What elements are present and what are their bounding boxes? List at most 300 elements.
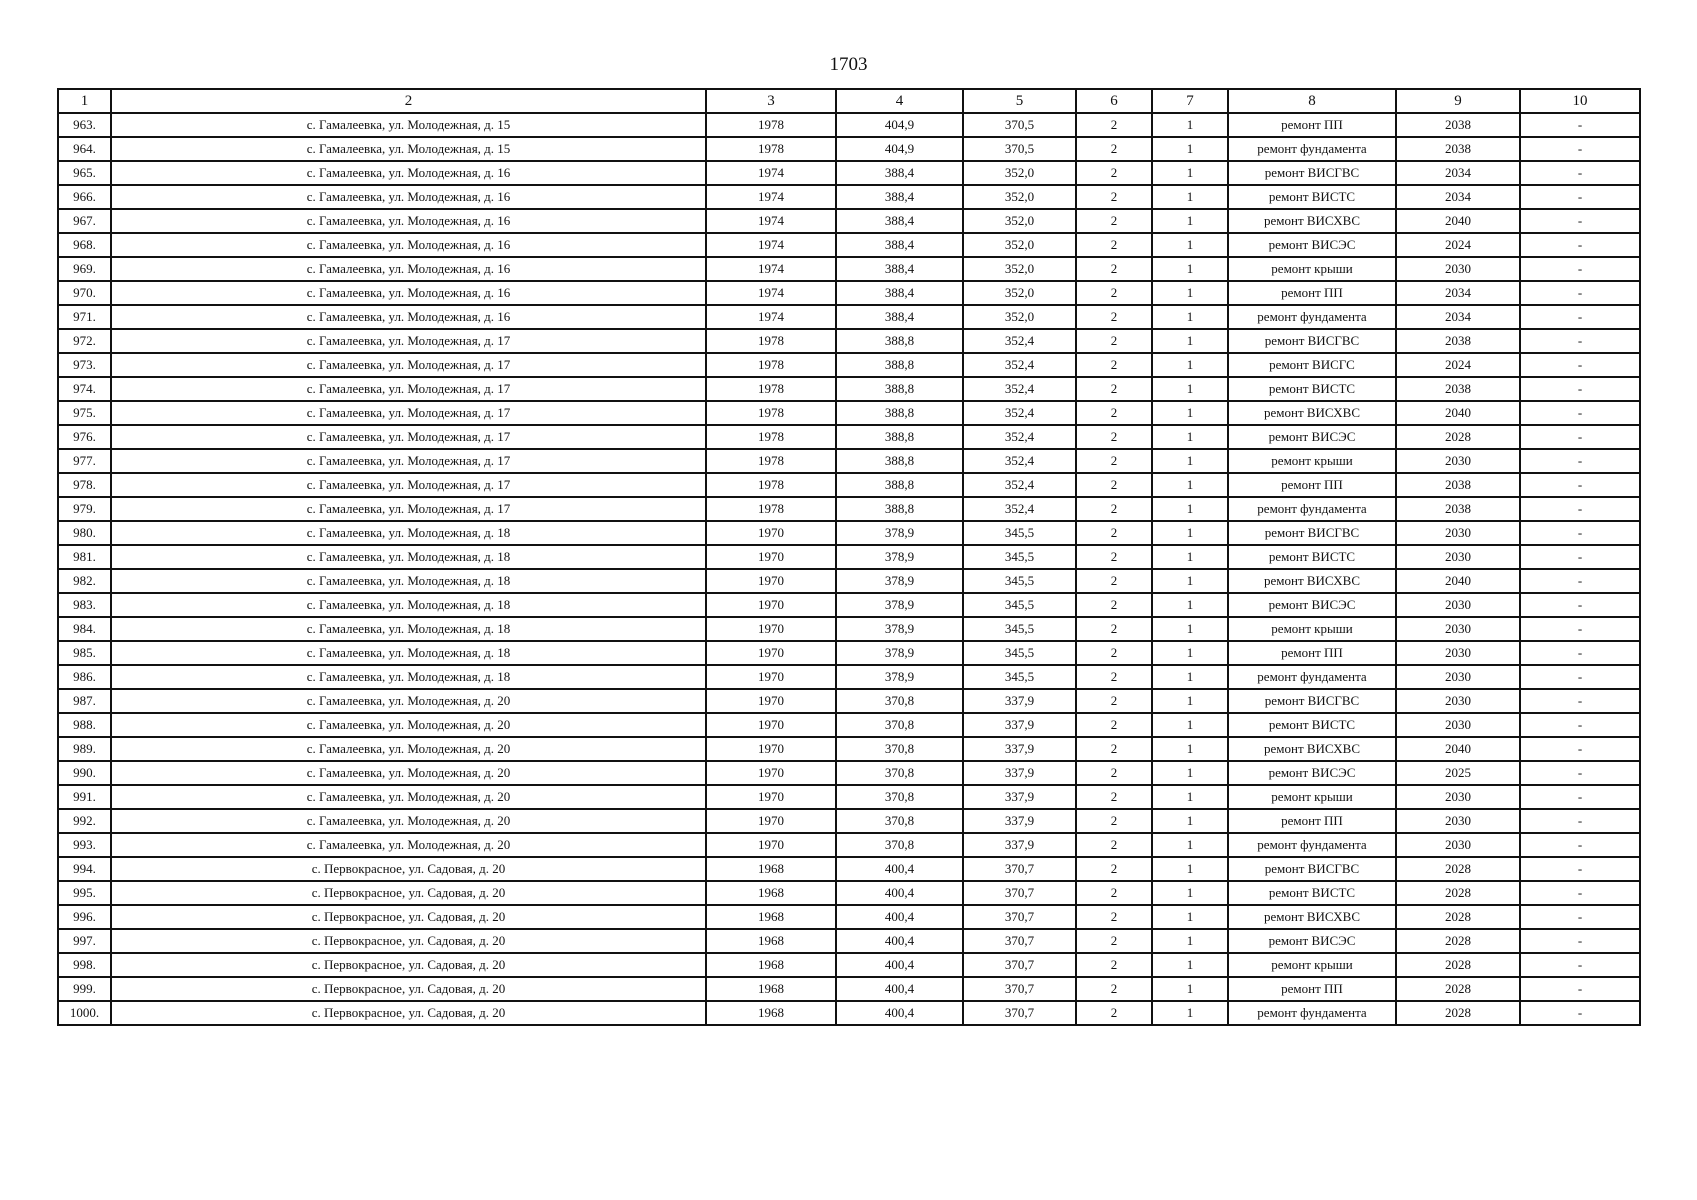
cell-note: - xyxy=(1520,233,1640,257)
cell-work-type: ремонт фундамента xyxy=(1228,833,1396,857)
cell-address: с. Гамалеевка, ул. Молодежная, д. 17 xyxy=(111,329,706,353)
cell-row-number: 984. xyxy=(58,617,111,641)
cell-total-area: 378,9 xyxy=(836,593,963,617)
cell-note: - xyxy=(1520,545,1640,569)
cell-total-area: 388,4 xyxy=(836,257,963,281)
cell-floors: 2 xyxy=(1076,665,1152,689)
cell-floors: 2 xyxy=(1076,857,1152,881)
cell-floors: 2 xyxy=(1076,1001,1152,1025)
cell-note: - xyxy=(1520,353,1640,377)
cell-row-number: 982. xyxy=(58,569,111,593)
cell-row-number: 964. xyxy=(58,137,111,161)
cell-floors: 2 xyxy=(1076,953,1152,977)
cell-total-area: 400,4 xyxy=(836,1001,963,1025)
cell-row-number: 969. xyxy=(58,257,111,281)
cell-total-area: 388,8 xyxy=(836,401,963,425)
cell-row-number: 991. xyxy=(58,785,111,809)
cell-planned-year: 2038 xyxy=(1396,497,1520,521)
cell-address: с. Гамалеевка, ул. Молодежная, д. 18 xyxy=(111,593,706,617)
cell-year-built: 1968 xyxy=(706,857,836,881)
cell-total-area: 388,8 xyxy=(836,377,963,401)
cell-entrances: 1 xyxy=(1152,641,1228,665)
cell-living-area: 337,9 xyxy=(963,809,1076,833)
cell-year-built: 1970 xyxy=(706,545,836,569)
cell-planned-year: 2030 xyxy=(1396,689,1520,713)
cell-entrances: 1 xyxy=(1152,473,1228,497)
cell-year-built: 1970 xyxy=(706,641,836,665)
cell-year-built: 1970 xyxy=(706,833,836,857)
table-row xyxy=(58,1001,1640,1025)
cell-planned-year: 2030 xyxy=(1396,665,1520,689)
cell-row-number: 995. xyxy=(58,881,111,905)
cell-total-area: 370,8 xyxy=(836,761,963,785)
cell-living-area: 345,5 xyxy=(963,665,1076,689)
cell-year-built: 1970 xyxy=(706,665,836,689)
cell-address: с. Гамалеевка, ул. Молодежная, д. 18 xyxy=(111,521,706,545)
cell-row-number: 993. xyxy=(58,833,111,857)
cell-entrances: 1 xyxy=(1152,329,1228,353)
cell-entrances: 1 xyxy=(1152,209,1228,233)
cell-entrances: 1 xyxy=(1152,929,1228,953)
cell-work-type: ремонт ВИСЭС xyxy=(1228,761,1396,785)
cell-floors: 2 xyxy=(1076,329,1152,353)
cell-floors: 2 xyxy=(1076,545,1152,569)
cell-work-type: ремонт ВИСХВС xyxy=(1228,401,1396,425)
cell-planned-year: 2024 xyxy=(1396,233,1520,257)
cell-note: - xyxy=(1520,905,1640,929)
cell-planned-year: 2028 xyxy=(1396,905,1520,929)
cell-row-number: 963. xyxy=(58,113,111,137)
cell-address: с. Гамалеевка, ул. Молодежная, д. 17 xyxy=(111,449,706,473)
cell-work-type: ремонт ВИСТС xyxy=(1228,713,1396,737)
cell-work-type: ремонт ВИСГВС xyxy=(1228,329,1396,353)
cell-living-area: 370,7 xyxy=(963,881,1076,905)
cell-work-type: ремонт ВИСХВС xyxy=(1228,209,1396,233)
cell-floors: 2 xyxy=(1076,761,1152,785)
cell-living-area: 352,4 xyxy=(963,377,1076,401)
cell-floors: 2 xyxy=(1076,185,1152,209)
cell-living-area: 352,4 xyxy=(963,353,1076,377)
cell-note: - xyxy=(1520,641,1640,665)
cell-row-number: 987. xyxy=(58,689,111,713)
table-row xyxy=(58,713,1640,737)
cell-floors: 2 xyxy=(1076,161,1152,185)
cell-row-number: 973. xyxy=(58,353,111,377)
cell-planned-year: 2028 xyxy=(1396,425,1520,449)
cell-note: - xyxy=(1520,1001,1640,1025)
cell-entrances: 1 xyxy=(1152,593,1228,617)
cell-year-built: 1978 xyxy=(706,353,836,377)
cell-address: с. Гамалеевка, ул. Молодежная, д. 17 xyxy=(111,353,706,377)
cell-row-number: 977. xyxy=(58,449,111,473)
cell-address: с. Гамалеевка, ул. Молодежная, д. 16 xyxy=(111,281,706,305)
cell-floors: 2 xyxy=(1076,497,1152,521)
cell-floors: 2 xyxy=(1076,281,1152,305)
cell-total-area: 388,8 xyxy=(836,449,963,473)
cell-note: - xyxy=(1520,209,1640,233)
cell-address: с. Гамалеевка, ул. Молодежная, д. 15 xyxy=(111,113,706,137)
cell-floors: 2 xyxy=(1076,833,1152,857)
cell-work-type: ремонт крыши xyxy=(1228,953,1396,977)
cell-note: - xyxy=(1520,449,1640,473)
cell-total-area: 370,8 xyxy=(836,737,963,761)
cell-year-built: 1978 xyxy=(706,401,836,425)
cell-row-number: 989. xyxy=(58,737,111,761)
table-row xyxy=(58,833,1640,857)
table-row xyxy=(58,353,1640,377)
cell-work-type: ремонт фундамента xyxy=(1228,665,1396,689)
cell-row-number: 988. xyxy=(58,713,111,737)
column-header: 6 xyxy=(1076,89,1152,113)
cell-work-type: ремонт ВИСГВС xyxy=(1228,857,1396,881)
cell-entrances: 1 xyxy=(1152,905,1228,929)
cell-planned-year: 2040 xyxy=(1396,737,1520,761)
cell-work-type: ремонт крыши xyxy=(1228,785,1396,809)
cell-year-built: 1978 xyxy=(706,113,836,137)
cell-living-area: 352,0 xyxy=(963,233,1076,257)
table-row xyxy=(58,425,1640,449)
cell-work-type: ремонт ВИСТС xyxy=(1228,545,1396,569)
cell-address: с. Гамалеевка, ул. Молодежная, д. 16 xyxy=(111,233,706,257)
cell-floors: 2 xyxy=(1076,713,1152,737)
cell-entrances: 1 xyxy=(1152,1001,1228,1025)
cell-total-area: 378,9 xyxy=(836,641,963,665)
cell-entrances: 1 xyxy=(1152,833,1228,857)
cell-total-area: 388,4 xyxy=(836,209,963,233)
table-row xyxy=(58,953,1640,977)
cell-work-type: ремонт ПП xyxy=(1228,977,1396,1001)
cell-living-area: 337,9 xyxy=(963,689,1076,713)
cell-planned-year: 2030 xyxy=(1396,449,1520,473)
cell-year-built: 1970 xyxy=(706,713,836,737)
cell-row-number: 983. xyxy=(58,593,111,617)
table-row xyxy=(58,233,1640,257)
cell-planned-year: 2028 xyxy=(1396,929,1520,953)
table-row xyxy=(58,113,1640,137)
cell-work-type: ремонт крыши xyxy=(1228,617,1396,641)
cell-living-area: 352,0 xyxy=(963,281,1076,305)
cell-row-number: 966. xyxy=(58,185,111,209)
cell-living-area: 352,4 xyxy=(963,497,1076,521)
table-row xyxy=(58,449,1640,473)
table-row xyxy=(58,281,1640,305)
cell-planned-year: 2025 xyxy=(1396,761,1520,785)
cell-floors: 2 xyxy=(1076,425,1152,449)
cell-planned-year: 2030 xyxy=(1396,641,1520,665)
cell-year-built: 1974 xyxy=(706,305,836,329)
table-row xyxy=(58,809,1640,833)
cell-living-area: 370,7 xyxy=(963,857,1076,881)
cell-address: с. Гамалеевка, ул. Молодежная, д. 16 xyxy=(111,185,706,209)
cell-entrances: 1 xyxy=(1152,521,1228,545)
cell-planned-year: 2040 xyxy=(1396,209,1520,233)
cell-floors: 2 xyxy=(1076,977,1152,1001)
cell-year-built: 1968 xyxy=(706,929,836,953)
cell-work-type: ремонт ВИСТС xyxy=(1228,377,1396,401)
table-row xyxy=(58,737,1640,761)
cell-note: - xyxy=(1520,977,1640,1001)
cell-note: - xyxy=(1520,305,1640,329)
table-row xyxy=(58,905,1640,929)
cell-planned-year: 2030 xyxy=(1396,521,1520,545)
cell-total-area: 388,8 xyxy=(836,497,963,521)
cell-planned-year: 2038 xyxy=(1396,137,1520,161)
cell-note: - xyxy=(1520,569,1640,593)
cell-row-number: 1000. xyxy=(58,1001,111,1025)
cell-address: с. Гамалеевка, ул. Молодежная, д. 17 xyxy=(111,473,706,497)
table-row xyxy=(58,593,1640,617)
cell-planned-year: 2030 xyxy=(1396,809,1520,833)
cell-row-number: 968. xyxy=(58,233,111,257)
cell-planned-year: 2034 xyxy=(1396,161,1520,185)
cell-address: с. Гамалеевка, ул. Молодежная, д. 18 xyxy=(111,569,706,593)
cell-row-number: 992. xyxy=(58,809,111,833)
table-row xyxy=(58,305,1640,329)
cell-address: с. Гамалеевка, ул. Молодежная, д. 20 xyxy=(111,713,706,737)
cell-work-type: ремонт крыши xyxy=(1228,449,1396,473)
cell-total-area: 388,4 xyxy=(836,305,963,329)
cell-planned-year: 2030 xyxy=(1396,617,1520,641)
cell-entrances: 1 xyxy=(1152,161,1228,185)
cell-planned-year: 2034 xyxy=(1396,305,1520,329)
cell-planned-year: 2034 xyxy=(1396,281,1520,305)
cell-floors: 2 xyxy=(1076,113,1152,137)
table-row xyxy=(58,545,1640,569)
cell-total-area: 388,8 xyxy=(836,353,963,377)
cell-work-type: ремонт ВИСХВС xyxy=(1228,905,1396,929)
cell-year-built: 1970 xyxy=(706,593,836,617)
cell-planned-year: 2030 xyxy=(1396,593,1520,617)
cell-total-area: 370,8 xyxy=(836,713,963,737)
cell-planned-year: 2034 xyxy=(1396,185,1520,209)
cell-floors: 2 xyxy=(1076,905,1152,929)
cell-living-area: 352,0 xyxy=(963,185,1076,209)
cell-work-type: ремонт крыши xyxy=(1228,257,1396,281)
cell-work-type: ремонт ВИСЭС xyxy=(1228,593,1396,617)
table-row xyxy=(58,569,1640,593)
cell-living-area: 345,5 xyxy=(963,521,1076,545)
cell-floors: 2 xyxy=(1076,881,1152,905)
table-row xyxy=(58,929,1640,953)
cell-year-built: 1968 xyxy=(706,1001,836,1025)
cell-year-built: 1978 xyxy=(706,377,836,401)
cell-living-area: 352,4 xyxy=(963,401,1076,425)
cell-address: с. Первокрасное, ул. Садовая, д. 20 xyxy=(111,857,706,881)
cell-living-area: 352,4 xyxy=(963,473,1076,497)
cell-entrances: 1 xyxy=(1152,185,1228,209)
cell-floors: 2 xyxy=(1076,449,1152,473)
table-row xyxy=(58,161,1640,185)
cell-year-built: 1974 xyxy=(706,185,836,209)
cell-planned-year: 2030 xyxy=(1396,785,1520,809)
cell-row-number: 970. xyxy=(58,281,111,305)
cell-total-area: 400,4 xyxy=(836,953,963,977)
cell-note: - xyxy=(1520,521,1640,545)
cell-living-area: 337,9 xyxy=(963,761,1076,785)
cell-address: с. Первокрасное, ул. Садовая, д. 20 xyxy=(111,905,706,929)
cell-entrances: 1 xyxy=(1152,713,1228,737)
cell-floors: 2 xyxy=(1076,353,1152,377)
cell-total-area: 378,9 xyxy=(836,545,963,569)
cell-floors: 2 xyxy=(1076,209,1152,233)
cell-total-area: 370,8 xyxy=(836,689,963,713)
cell-address: с. Гамалеевка, ул. Молодежная, д. 20 xyxy=(111,809,706,833)
cell-entrances: 1 xyxy=(1152,737,1228,761)
cell-floors: 2 xyxy=(1076,785,1152,809)
cell-living-area: 352,0 xyxy=(963,305,1076,329)
cell-floors: 2 xyxy=(1076,929,1152,953)
cell-floors: 2 xyxy=(1076,233,1152,257)
cell-year-built: 1974 xyxy=(706,257,836,281)
cell-year-built: 1970 xyxy=(706,809,836,833)
cell-total-area: 378,9 xyxy=(836,569,963,593)
cell-entrances: 1 xyxy=(1152,257,1228,281)
cell-note: - xyxy=(1520,401,1640,425)
column-header: 7 xyxy=(1152,89,1228,113)
cell-address: с. Гамалеевка, ул. Молодежная, д. 20 xyxy=(111,761,706,785)
cell-year-built: 1974 xyxy=(706,161,836,185)
cell-entrances: 1 xyxy=(1152,881,1228,905)
cell-entrances: 1 xyxy=(1152,785,1228,809)
cell-note: - xyxy=(1520,161,1640,185)
cell-entrances: 1 xyxy=(1152,233,1228,257)
page-number: 1703 xyxy=(829,54,868,75)
cell-living-area: 370,7 xyxy=(963,977,1076,1001)
cell-entrances: 1 xyxy=(1152,377,1228,401)
cell-address: с. Гамалеевка, ул. Молодежная, д. 18 xyxy=(111,665,706,689)
cell-note: - xyxy=(1520,617,1640,641)
cell-row-number: 990. xyxy=(58,761,111,785)
cell-living-area: 370,7 xyxy=(963,1001,1076,1025)
cell-year-built: 1970 xyxy=(706,569,836,593)
table-row xyxy=(58,689,1640,713)
cell-row-number: 965. xyxy=(58,161,111,185)
cell-floors: 2 xyxy=(1076,521,1152,545)
cell-year-built: 1978 xyxy=(706,449,836,473)
cell-floors: 2 xyxy=(1076,473,1152,497)
cell-row-number: 994. xyxy=(58,857,111,881)
cell-total-area: 378,9 xyxy=(836,665,963,689)
cell-entrances: 1 xyxy=(1152,977,1228,1001)
cell-address: с. Первокрасное, ул. Садовая, д. 20 xyxy=(111,1001,706,1025)
cell-living-area: 370,5 xyxy=(963,137,1076,161)
cell-address: с. Гамалеевка, ул. Молодежная, д. 16 xyxy=(111,305,706,329)
cell-entrances: 1 xyxy=(1152,809,1228,833)
cell-planned-year: 2040 xyxy=(1396,401,1520,425)
cell-address: с. Первокрасное, ул. Садовая, д. 20 xyxy=(111,953,706,977)
cell-entrances: 1 xyxy=(1152,617,1228,641)
cell-planned-year: 2028 xyxy=(1396,953,1520,977)
column-header: 9 xyxy=(1396,89,1520,113)
cell-entrances: 1 xyxy=(1152,857,1228,881)
cell-work-type: ремонт ПП xyxy=(1228,809,1396,833)
cell-year-built: 1968 xyxy=(706,977,836,1001)
cell-work-type: ремонт ВИСТС xyxy=(1228,185,1396,209)
table-row xyxy=(58,329,1640,353)
cell-living-area: 337,9 xyxy=(963,737,1076,761)
cell-floors: 2 xyxy=(1076,737,1152,761)
cell-year-built: 1974 xyxy=(706,209,836,233)
cell-year-built: 1968 xyxy=(706,953,836,977)
cell-note: - xyxy=(1520,833,1640,857)
cell-note: - xyxy=(1520,665,1640,689)
cell-living-area: 352,4 xyxy=(963,329,1076,353)
cell-entrances: 1 xyxy=(1152,497,1228,521)
cell-total-area: 400,4 xyxy=(836,905,963,929)
cell-address: с. Гамалеевка, ул. Молодежная, д. 20 xyxy=(111,689,706,713)
cell-row-number: 975. xyxy=(58,401,111,425)
cell-note: - xyxy=(1520,737,1640,761)
cell-planned-year: 2028 xyxy=(1396,857,1520,881)
cell-planned-year: 2030 xyxy=(1396,545,1520,569)
cell-planned-year: 2028 xyxy=(1396,977,1520,1001)
table-row xyxy=(58,785,1640,809)
cell-note: - xyxy=(1520,785,1640,809)
cell-entrances: 1 xyxy=(1152,137,1228,161)
cell-planned-year: 2038 xyxy=(1396,473,1520,497)
cell-planned-year: 2028 xyxy=(1396,1001,1520,1025)
column-header: 5 xyxy=(963,89,1076,113)
cell-year-built: 1974 xyxy=(706,233,836,257)
cell-year-built: 1970 xyxy=(706,737,836,761)
column-header: 8 xyxy=(1228,89,1396,113)
cell-entrances: 1 xyxy=(1152,449,1228,473)
cell-row-number: 998. xyxy=(58,953,111,977)
cell-note: - xyxy=(1520,809,1640,833)
cell-planned-year: 2038 xyxy=(1396,377,1520,401)
cell-address: с. Гамалеевка, ул. Молодежная, д. 17 xyxy=(111,377,706,401)
cell-total-area: 378,9 xyxy=(836,521,963,545)
cell-year-built: 1968 xyxy=(706,905,836,929)
table-row xyxy=(58,521,1640,545)
cell-entrances: 1 xyxy=(1152,545,1228,569)
cell-total-area: 388,4 xyxy=(836,161,963,185)
header-row xyxy=(58,89,1640,113)
cell-work-type: ремонт ВИСХВС xyxy=(1228,737,1396,761)
cell-row-number: 997. xyxy=(58,929,111,953)
cell-floors: 2 xyxy=(1076,377,1152,401)
cell-note: - xyxy=(1520,473,1640,497)
cell-total-area: 388,4 xyxy=(836,281,963,305)
cell-total-area: 370,8 xyxy=(836,785,963,809)
cell-row-number: 978. xyxy=(58,473,111,497)
cell-work-type: ремонт ВИСГС xyxy=(1228,353,1396,377)
cell-address: с. Гамалеевка, ул. Молодежная, д. 17 xyxy=(111,425,706,449)
cell-living-area: 345,5 xyxy=(963,593,1076,617)
cell-row-number: 972. xyxy=(58,329,111,353)
cell-living-area: 352,0 xyxy=(963,257,1076,281)
cell-planned-year: 2030 xyxy=(1396,833,1520,857)
cell-work-type: ремонт ВИСЭС xyxy=(1228,233,1396,257)
cell-address: с. Гамалеевка, ул. Молодежная, д. 17 xyxy=(111,497,706,521)
cell-note: - xyxy=(1520,761,1640,785)
cell-address: с. Гамалеевка, ул. Молодежная, д. 20 xyxy=(111,737,706,761)
cell-living-area: 345,5 xyxy=(963,569,1076,593)
table-row xyxy=(58,401,1640,425)
column-header: 2 xyxy=(111,89,706,113)
cell-floors: 2 xyxy=(1076,257,1152,281)
cell-year-built: 1978 xyxy=(706,329,836,353)
registry-table xyxy=(57,88,1641,1026)
cell-note: - xyxy=(1520,593,1640,617)
cell-living-area: 352,0 xyxy=(963,161,1076,185)
table-row xyxy=(58,473,1640,497)
table-row xyxy=(58,209,1640,233)
cell-row-number: 996. xyxy=(58,905,111,929)
cell-note: - xyxy=(1520,329,1640,353)
cell-year-built: 1978 xyxy=(706,137,836,161)
cell-note: - xyxy=(1520,113,1640,137)
